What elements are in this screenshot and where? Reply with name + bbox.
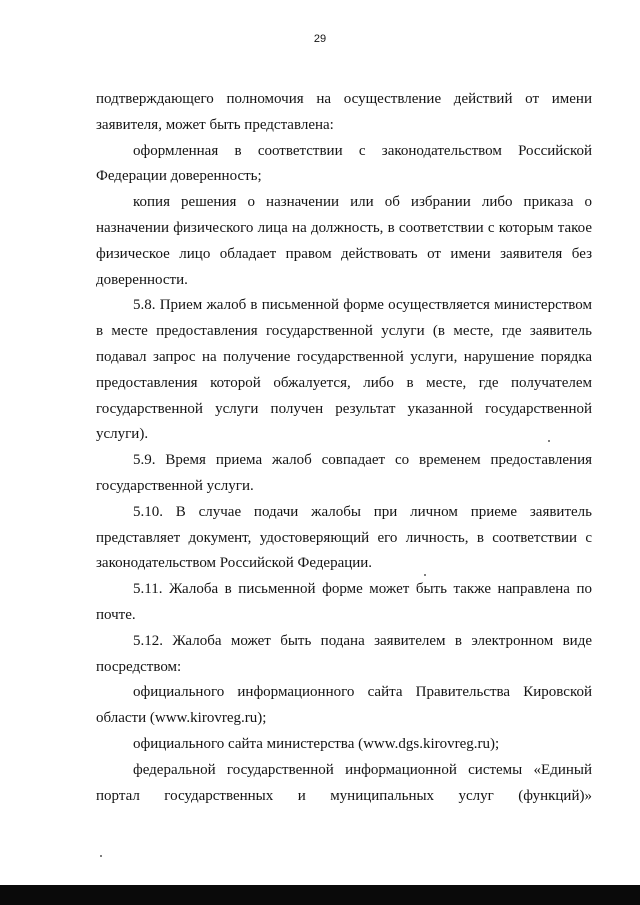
paragraph: 5.12. Жалоба может быть подана заявителем в электронном виде посредством: <box>96 632 592 675</box>
paragraph: 5.11. Жалоба в письменной форме может быть также направлена по почте. <box>96 581 592 623</box>
paragraph: 5.9. Время приема жалоб совпадает со временем предоставления государственной услуги. <box>96 452 592 494</box>
paragraph: федеральной государственной информационной системы «Единый портал государственных и муниципальных услуг (функций)» <box>96 761 592 804</box>
paragraph: подтверждающего полномочия на осуществление действий от имени заявителя, может быть представлена: <box>96 91 592 133</box>
page-number: 29 <box>313 33 327 45</box>
scan-bottom-edge <box>0 885 640 905</box>
paragraph: 5.10. В случае подачи жалобы при личном приеме заявитель представляет документ, удостоверяющий его личность, в соответствии с законодательством Российской Федерации. <box>96 503 592 572</box>
paragraph: 5.8. Прием жалоб в письменной форме осуществляется министерством в месте предоставления государственной услуги (в месте, где заявитель подавал запрос на получение государственной услуги, нарушение порядка предоставления которой обжалуется, либо в месте, где получателем государственной услуги получен результат указанной государственной услуги). <box>96 297 592 443</box>
scan-speck <box>100 855 102 857</box>
paragraph: копия решения о назначении или об избрании либо приказа о назначении физического лица на должность, в соответствии с которым такое физическое лицо обладает правом действовать от имени заявителя без доверенности. <box>96 194 592 288</box>
scan-speck <box>548 440 550 442</box>
scan-speck <box>424 574 426 576</box>
paragraph: оформленная в соответствии с законодательством Российской Федерации доверенность; <box>96 142 592 185</box>
document-body <box>96 87 592 809</box>
paragraph: официального информационного сайта Правительства Кировской области (www.kirovreg.ru); <box>96 684 592 727</box>
paragraph: официального сайта министерства (www.dgs.kirovreg.ru); <box>133 735 500 752</box>
